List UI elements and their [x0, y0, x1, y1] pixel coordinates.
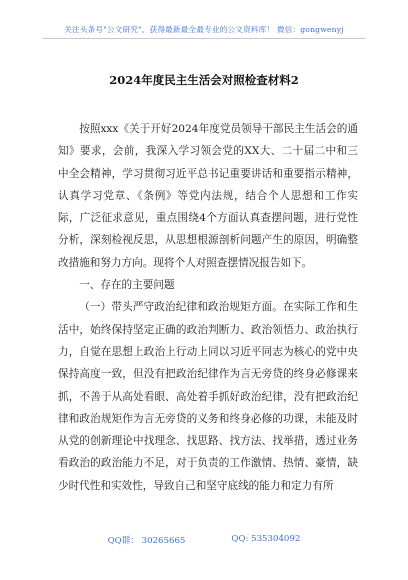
- document-body: [58, 118, 358, 497]
- section-heading: 一、存在的主要问题: [79, 279, 175, 292]
- body-paragraph: （一）带头严守政治纪律和政治规矩方面。在实际工作和生活中，始终保持坚定正确的政治判断力、政治领悟力、政治执行力，自觉在思想上政治上行动上同以习近平同志为核心的党中央保持高度一致，但没有把政治纪律作为言无旁贷的终身必修课来抓，不善于从高处看眼、高处着手抓好政治纪律，没有把政治纪律和政治规矩作为言无旁贷的义务和终身必修的功课，未能及时从党的创新理论中找理念、找思路、找方法、找举措，透过业务看政治的政治能力不足，对于负责的工作激情、热情、豪情，缺少时代性和实效性，导致自己和坚守底线的能力和定力有所: [58, 301, 358, 492]
- footer-qq-group: QQ群： 30265665: [107, 536, 186, 546]
- footer-qq-contact: QQ: 535304092: [231, 534, 301, 544]
- document-title: 2024年度民主生活会对照检查材料2: [109, 73, 299, 87]
- intro-paragraph: 按照xxx《关于开好2024年度党员领导干部民主生活会的通知》要求，会前，我深入学习领会党的XX大、二十届二中和三中全会精神，学习贯彻习近平总书记重要讲话和重要指示精神，认真学习党章、《条例》等党内法规，结合个人思想和工作实际，广泛征求意见，重点围绕4个方面认真查摆问题，进行党性分析，深刻检视反思，从思想根源剖析问题产生的原因，明确整改措施和努力方向。现将个人对照查摆情况报告如下。: [58, 123, 358, 269]
- footer: [0, 534, 408, 546]
- header-divider: [42, 38, 366, 39]
- header-note: 关注头条号"公文研究"，获得最新最全最专业的公文资料库！ 微信：gongwenyj: [64, 25, 344, 34]
